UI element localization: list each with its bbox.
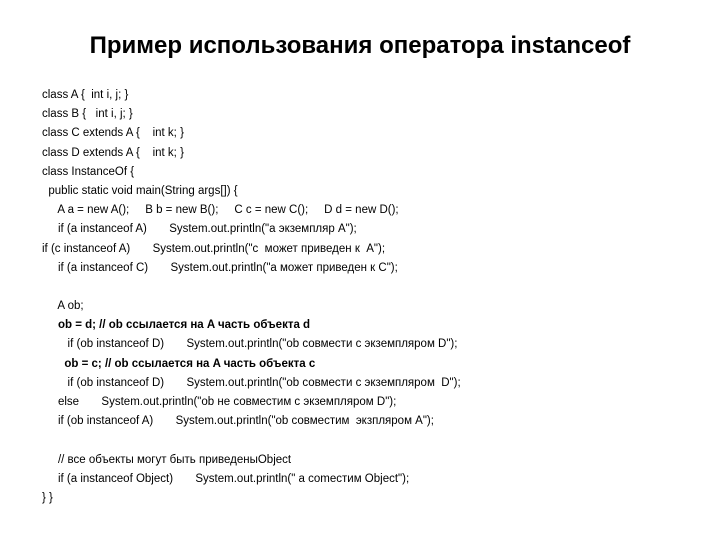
code-line: class InstanceOf { <box>42 165 135 178</box>
code-line: public static void main(String args[]) { <box>42 184 238 197</box>
code-line <box>42 278 702 297</box>
code-line: if (ob instanceof D) System.out.println("ob совмести с экземпляром D"); <box>42 338 458 351</box>
code-line: if (c instanceof A) System.out.println("c может приведен к A"); <box>42 242 386 255</box>
code-line: if (a instanceof Object) System.out.println(" a сomестим Object"); <box>42 472 410 485</box>
code-line <box>42 431 702 450</box>
code-line: class D extends A { int k; } <box>42 146 184 159</box>
code-line: if (a instanceof A) System.out.println("a экземпляр A"); <box>42 223 357 236</box>
code-line: ob = d; // ob ссылается на A часть объекта d <box>42 319 311 332</box>
code-listing <box>42 86 702 508</box>
code-line: A a = new A(); B b = new B(); C c = new C(); D d = new D(); <box>42 204 399 217</box>
code-line: class B { int i, j; } <box>42 108 133 121</box>
code-line: if (a instanceof C) System.out.println("a может приведен к C"); <box>42 261 398 274</box>
code-line: // все объекты могут быть приведеныObject <box>42 453 292 466</box>
code-line: if (ob instanceof A) System.out.println("ob совместим экзпляром A"); <box>42 415 434 428</box>
code-line: } } <box>42 491 53 504</box>
code-line: class C extends A { int k; } <box>42 127 184 140</box>
slide-title: Пример использования оператора instanceof <box>89 32 631 59</box>
code-line: class A { int i, j; } <box>42 89 129 101</box>
code-line: if (ob instanceof D) System.out.println("ob совмести с экземпляром D"); <box>42 376 461 389</box>
code-line: A ob; <box>42 300 84 313</box>
code-line: else System.out.println("ob не совместим с экземпляром D"); <box>42 396 397 408</box>
code-line: ob = c; // ob ссылается на A часть объекта c <box>42 357 316 370</box>
